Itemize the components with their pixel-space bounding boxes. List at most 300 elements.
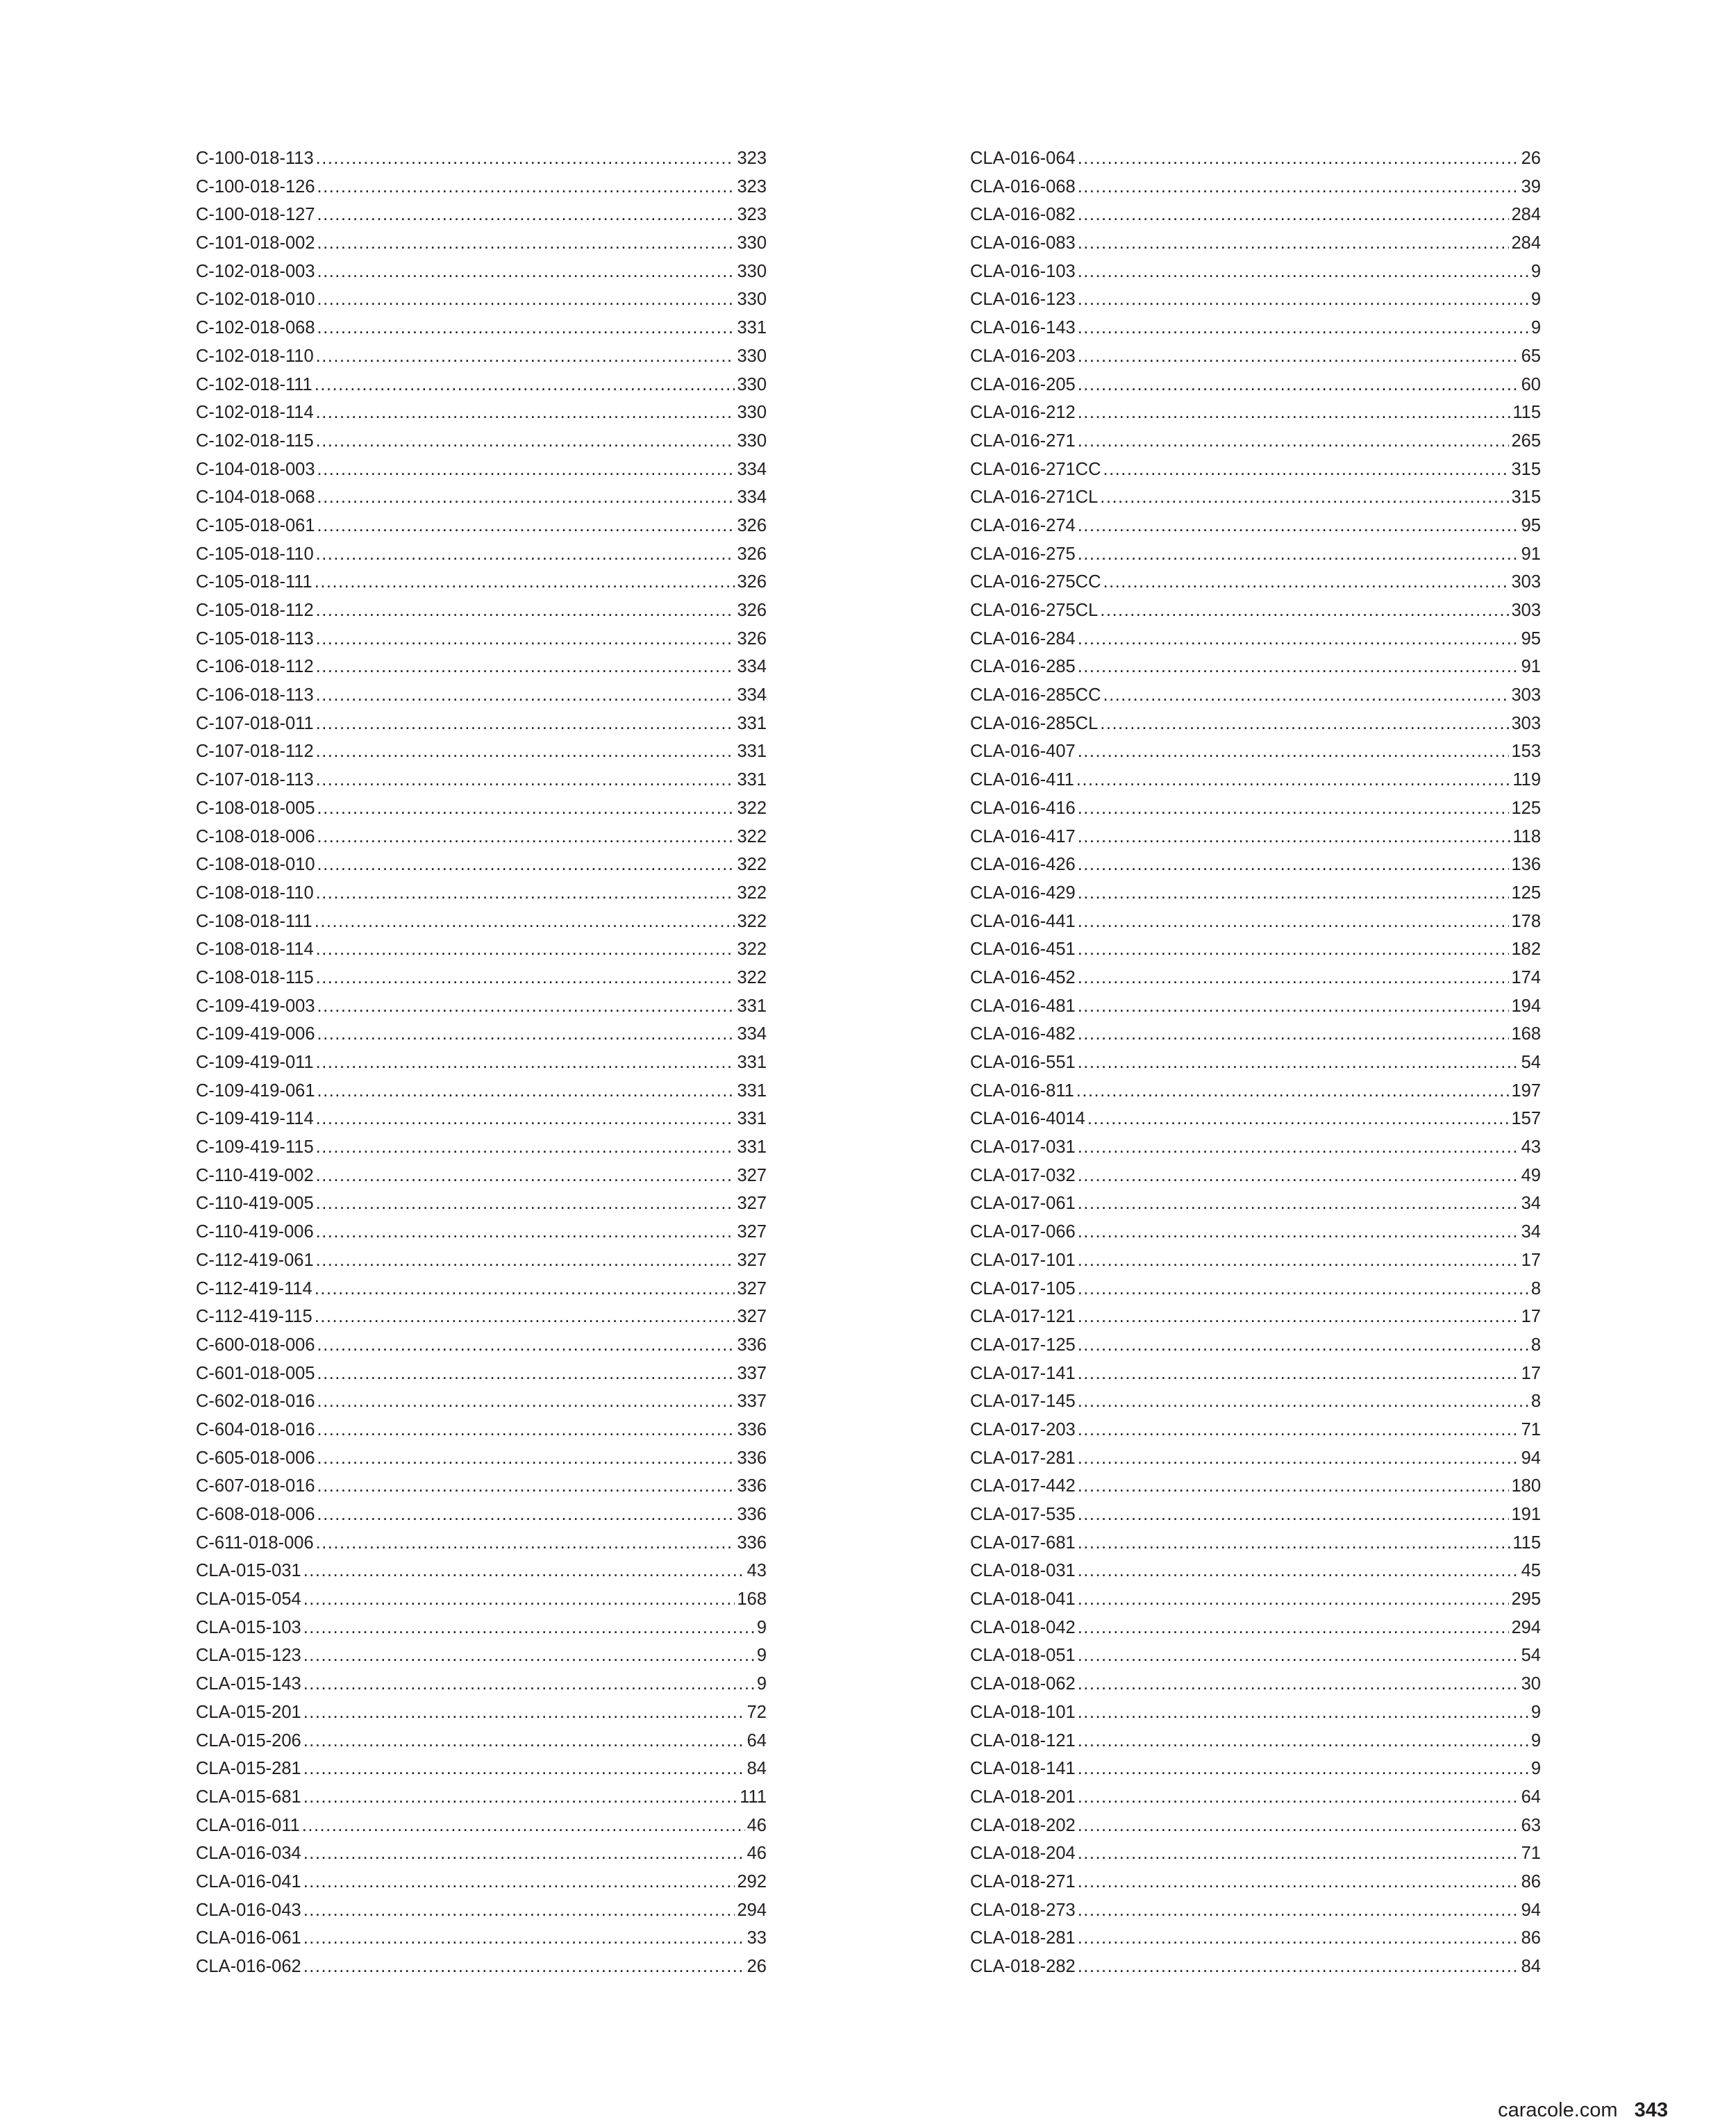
index-entry xyxy=(196,371,767,399)
index-entry xyxy=(970,737,1541,766)
index-entry-code: CLA-016-451 xyxy=(970,939,1076,960)
index-entry-code: CLA-018-271 xyxy=(970,1871,1076,1891)
dot-leader xyxy=(315,908,735,936)
index-entry xyxy=(196,1387,767,1416)
index-entry-page: 72 xyxy=(746,1702,767,1722)
dot-leader xyxy=(317,1331,735,1360)
index-entry-page: 303 xyxy=(1511,601,1541,620)
index-entry xyxy=(196,1755,767,1783)
index-entry-code: CLA-016-275CL xyxy=(970,601,1099,620)
index-entry-page: 327 xyxy=(737,1194,767,1214)
index-entry-code: CLA-016-212 xyxy=(970,403,1076,423)
index-entry-code: CLA-017-105 xyxy=(970,1278,1076,1298)
index-entry-code: C-108-018-115 xyxy=(196,967,314,987)
index-entry xyxy=(196,710,767,738)
index-entry-code: CLA-016-205 xyxy=(970,374,1076,394)
dot-leader xyxy=(1078,1189,1519,1218)
index-entry-page: 8 xyxy=(1530,1335,1541,1355)
index-entry xyxy=(196,540,767,569)
dot-leader xyxy=(303,1614,755,1642)
dot-leader xyxy=(1078,1162,1519,1190)
index-entry-code: CLA-018-062 xyxy=(970,1674,1076,1694)
index-entry xyxy=(970,794,1541,823)
index-entry xyxy=(196,1614,767,1642)
index-entry-code: CLA-018-141 xyxy=(970,1759,1076,1779)
dot-leader xyxy=(317,512,735,540)
index-entry-code: C-110-419-002 xyxy=(196,1165,314,1185)
index-entry-code: C-105-018-111 xyxy=(196,572,312,592)
index-entry xyxy=(970,371,1541,399)
dot-leader xyxy=(315,371,735,399)
index-entry-code: CLA-017-125 xyxy=(970,1335,1076,1355)
index-entry xyxy=(196,342,767,371)
index-entry-code: CLA-016-426 xyxy=(970,855,1076,875)
index-entry-code: CLA-015-681 xyxy=(196,1787,301,1807)
index-entry xyxy=(970,1529,1541,1557)
index-entry-page: 65 xyxy=(1521,346,1541,366)
index-entry-page: 337 xyxy=(737,1392,767,1412)
index-entry-code: CLA-016-271 xyxy=(970,431,1076,451)
index-entry-page: 118 xyxy=(1512,826,1541,846)
index-entry-page: 64 xyxy=(746,1730,767,1751)
dot-leader xyxy=(1078,229,1510,258)
index-entry-page: 182 xyxy=(1511,939,1541,960)
index-entry-code: CLA-018-042 xyxy=(970,1617,1076,1637)
index-entry-page: 327 xyxy=(737,1307,767,1327)
index-entry-code: CLA-016-441 xyxy=(970,911,1076,931)
index-entry xyxy=(970,1557,1541,1585)
dot-leader xyxy=(303,1953,745,1981)
index-entry-page: 43 xyxy=(746,1561,767,1581)
index-entry xyxy=(970,879,1541,908)
index-entry-code: CLA-016-284 xyxy=(970,628,1076,649)
index-entry xyxy=(970,653,1541,681)
index-entry xyxy=(196,1727,767,1755)
index-entry xyxy=(970,1105,1541,1133)
index-entry xyxy=(196,1218,767,1246)
dot-leader xyxy=(317,1020,735,1049)
index-entry-page: 330 xyxy=(737,374,767,394)
index-column-right xyxy=(970,144,1541,1981)
index-entry-code: CLA-016-416 xyxy=(970,798,1076,818)
index-entry-code: CLA-016-275CC xyxy=(970,572,1101,592)
index-entry xyxy=(970,568,1541,596)
dot-leader xyxy=(316,1218,735,1246)
index-entry-page: 84 xyxy=(1521,1957,1541,1976)
dot-leader xyxy=(316,596,735,625)
dot-leader xyxy=(1078,1275,1529,1303)
index-entry-code: CLA-017-101 xyxy=(970,1250,1076,1270)
index-entry-page: 49 xyxy=(1521,1165,1541,1185)
index-entry-code: CLA-016-275 xyxy=(970,544,1076,564)
index-entry-page: 303 xyxy=(1511,713,1541,733)
index-entry-page: 315 xyxy=(1511,459,1541,479)
index-entry xyxy=(196,1783,767,1812)
index-entry-code: C-102-018-115 xyxy=(196,431,314,451)
index-entry-code: CLA-018-121 xyxy=(970,1730,1076,1751)
dot-leader xyxy=(317,1077,735,1105)
index-entry-page: 330 xyxy=(737,290,767,310)
index-entry-page: 331 xyxy=(737,996,767,1016)
index-entry-page: 95 xyxy=(1521,628,1541,649)
dot-leader xyxy=(1078,540,1519,569)
index-entry-page: 295 xyxy=(1511,1589,1541,1610)
index-entry xyxy=(970,1501,1541,1529)
index-entry-code: CLA-016-452 xyxy=(970,967,1076,987)
index-entry-code: CLA-017-442 xyxy=(970,1476,1076,1496)
index-entry xyxy=(196,1953,767,1981)
index-entry xyxy=(970,851,1541,879)
index-entry xyxy=(970,1812,1541,1840)
index-entry-code: CLA-018-041 xyxy=(970,1589,1076,1610)
index-entry-code: CLA-015-201 xyxy=(196,1702,301,1722)
index-entry-code: CLA-015-123 xyxy=(196,1646,301,1666)
dot-leader xyxy=(1078,512,1519,540)
dot-leader xyxy=(315,1303,735,1331)
index-entry xyxy=(196,1529,767,1557)
index-entry xyxy=(970,1077,1541,1105)
index-entry xyxy=(196,1275,767,1303)
dot-leader xyxy=(1078,879,1510,908)
index-entry-code: CLA-015-054 xyxy=(196,1589,301,1610)
dot-leader xyxy=(1078,1331,1529,1360)
index-entry-code: CLA-016-034 xyxy=(196,1844,301,1864)
dot-leader xyxy=(317,229,735,258)
index-entry-page: 9 xyxy=(756,1617,767,1637)
index-entry-page: 330 xyxy=(737,233,767,253)
index-entry-code: C-108-018-005 xyxy=(196,798,315,818)
dot-leader xyxy=(303,1585,735,1614)
dot-leader xyxy=(317,285,735,314)
dot-leader xyxy=(1078,427,1510,456)
index-entry-code: CLA-017-121 xyxy=(970,1307,1076,1327)
index-entry xyxy=(970,935,1541,964)
index-entry-code: C-100-018-126 xyxy=(196,176,315,197)
index-entry-page: 265 xyxy=(1511,431,1541,451)
index-entry-code: C-109-419-115 xyxy=(196,1137,314,1158)
dot-leader xyxy=(1103,568,1510,596)
index-entry-code: CLA-016-103 xyxy=(970,261,1076,281)
dot-leader xyxy=(317,1501,735,1529)
index-entry xyxy=(970,258,1541,286)
index-entry-code: C-105-018-113 xyxy=(196,628,314,649)
dot-leader xyxy=(316,653,735,681)
index-entry xyxy=(196,1360,767,1388)
index-entry-code: CLA-016-271CC xyxy=(970,459,1101,479)
dot-leader xyxy=(316,1162,735,1190)
index-entry-page: 191 xyxy=(1511,1505,1541,1524)
index-entry-page: 303 xyxy=(1511,685,1541,705)
dot-leader xyxy=(317,1444,735,1473)
index-entry-page: 197 xyxy=(1511,1080,1541,1101)
index-entry-code: CLA-016-043 xyxy=(196,1900,301,1920)
dot-leader xyxy=(1078,1868,1519,1896)
dot-leader xyxy=(303,1557,745,1585)
index-entry-page: 125 xyxy=(1511,798,1541,818)
index-entry-code: CLA-018-201 xyxy=(970,1787,1076,1807)
index-entry-page: 331 xyxy=(737,1137,767,1158)
dot-leader xyxy=(316,710,735,738)
index-entry-code: C-102-018-111 xyxy=(196,374,312,394)
dot-leader xyxy=(317,1416,735,1444)
dot-leader xyxy=(1078,1812,1519,1840)
index-entry-code: CLA-017-145 xyxy=(970,1392,1076,1412)
index-entry xyxy=(970,201,1541,229)
index-entry-page: 91 xyxy=(1521,657,1541,677)
index-entry-code: C-101-018-002 xyxy=(196,233,315,253)
index-entry-page: 336 xyxy=(737,1448,767,1468)
index-entry-code: C-112-419-114 xyxy=(196,1278,312,1298)
index-entry xyxy=(970,908,1541,936)
index-entry xyxy=(970,456,1541,484)
index-entry xyxy=(970,992,1541,1021)
index-entry-page: 94 xyxy=(1521,1900,1541,1920)
index-entry-page: 180 xyxy=(1511,1476,1541,1496)
dot-leader xyxy=(1078,992,1510,1021)
dot-leader xyxy=(1078,851,1510,879)
index-entry xyxy=(196,229,767,258)
index-entry-code: C-607-018-016 xyxy=(196,1476,315,1496)
index-entry-page: 331 xyxy=(737,770,767,790)
dot-leader xyxy=(1078,342,1519,371)
index-entry xyxy=(970,1416,1541,1444)
dot-leader xyxy=(1103,681,1510,710)
dot-leader xyxy=(317,258,735,286)
index-entry xyxy=(196,1049,767,1077)
index-entry-code: CLA-015-103 xyxy=(196,1617,301,1637)
index-entry-page: 45 xyxy=(1521,1561,1541,1581)
dot-leader xyxy=(1078,1218,1519,1246)
index-entry-page: 322 xyxy=(737,967,767,987)
index-entry-code: C-110-419-006 xyxy=(196,1222,314,1242)
index-entry-code: C-102-018-114 xyxy=(196,403,314,423)
dot-leader xyxy=(316,427,735,456)
dot-leader xyxy=(316,1246,735,1275)
index-entry-code: C-108-018-114 xyxy=(196,939,314,960)
index-entry xyxy=(970,1472,1541,1501)
dot-leader xyxy=(315,1275,735,1303)
index-entry xyxy=(970,1868,1541,1896)
index-entry xyxy=(970,512,1541,540)
index-entry xyxy=(970,681,1541,710)
index-entry-page: 331 xyxy=(737,1109,767,1129)
index-entry xyxy=(970,1218,1541,1246)
index-entry xyxy=(970,1727,1541,1755)
index-entry-page: 9 xyxy=(1530,1730,1541,1751)
index-entry-page: 119 xyxy=(1512,770,1541,790)
dot-leader xyxy=(1078,908,1510,936)
index-entry-page: 326 xyxy=(737,515,767,535)
index-entry-code: CLA-016-041 xyxy=(196,1871,301,1891)
index-entry-page: 43 xyxy=(1521,1137,1541,1158)
index-entry xyxy=(970,1924,1541,1953)
index-entry-code: CLA-016-203 xyxy=(970,346,1076,366)
dot-leader xyxy=(1078,737,1510,766)
index-entry-code: CLA-017-281 xyxy=(970,1448,1076,1468)
dot-leader xyxy=(317,823,735,851)
index-entry xyxy=(970,427,1541,456)
dot-leader xyxy=(1078,1614,1510,1642)
dot-leader xyxy=(1078,144,1519,173)
dot-leader xyxy=(1100,596,1509,625)
index-entry xyxy=(196,1077,767,1105)
index-entry-page: 330 xyxy=(737,346,767,366)
dot-leader xyxy=(317,851,735,879)
index-entry-page: 9 xyxy=(756,1674,767,1694)
index-entry xyxy=(196,314,767,342)
dot-leader xyxy=(1078,1049,1519,1077)
index-entry-code: C-601-018-005 xyxy=(196,1363,315,1383)
index-entry-code: C-112-419-115 xyxy=(196,1307,312,1327)
dot-leader xyxy=(1100,483,1509,512)
dot-leader xyxy=(316,879,735,908)
index-entry-page: 8 xyxy=(1530,1278,1541,1298)
index-entry xyxy=(970,1189,1541,1218)
index-entry-page: 60 xyxy=(1521,374,1541,394)
index-entry xyxy=(196,285,767,314)
index-entry xyxy=(196,1246,767,1275)
dot-leader xyxy=(317,173,735,201)
dot-leader xyxy=(317,992,735,1021)
index-entry-code: CLA-016-064 xyxy=(970,149,1076,168)
index-entry xyxy=(970,285,1541,314)
index-entry-page: 322 xyxy=(737,939,767,960)
dot-leader xyxy=(316,1529,735,1557)
index-entry-page: 326 xyxy=(737,628,767,649)
dot-leader xyxy=(316,1189,735,1218)
index-entry-page: 168 xyxy=(1511,1024,1541,1044)
index-entry-page: 323 xyxy=(737,205,767,225)
dot-leader xyxy=(303,1698,745,1727)
index-entry-page: 9 xyxy=(1530,318,1541,338)
index-entry xyxy=(970,1360,1541,1388)
dot-leader xyxy=(303,1641,755,1670)
dot-leader xyxy=(303,1670,755,1698)
index-entry xyxy=(196,258,767,286)
index-entry xyxy=(970,596,1541,625)
index-entry-code: CLA-018-031 xyxy=(970,1561,1076,1581)
dot-leader xyxy=(1078,258,1529,286)
index-entry xyxy=(196,1868,767,1896)
dot-leader xyxy=(317,1472,735,1501)
index-entry-code: CLA-016-411 xyxy=(970,770,1074,790)
dot-leader xyxy=(1078,1360,1519,1388)
index-entry-page: 330 xyxy=(737,403,767,423)
index-entry-page: 334 xyxy=(737,657,767,677)
index-entry-page: 303 xyxy=(1511,572,1541,592)
dot-leader xyxy=(1078,935,1510,964)
index-entry xyxy=(970,1246,1541,1275)
index-entry-page: 33 xyxy=(746,1928,767,1948)
index-entry-code: C-600-018-006 xyxy=(196,1335,315,1355)
dot-leader xyxy=(1078,794,1510,823)
index-entry xyxy=(970,1133,1541,1162)
index-entry xyxy=(970,766,1541,794)
dot-leader xyxy=(316,737,735,766)
index-entry-page: 315 xyxy=(1511,487,1541,508)
dot-leader xyxy=(316,399,735,427)
index-entry xyxy=(196,794,767,823)
dot-leader xyxy=(316,1133,735,1162)
index-entry-code: C-109-419-011 xyxy=(196,1053,314,1072)
index-entry-page: 54 xyxy=(1521,1053,1541,1072)
index-entry xyxy=(196,1472,767,1501)
index-entry-page: 136 xyxy=(1511,855,1541,875)
index-entry xyxy=(970,1303,1541,1331)
index-entry-code: C-108-018-110 xyxy=(196,883,314,903)
dot-leader xyxy=(1078,1444,1519,1473)
index-entry-page: 331 xyxy=(737,1053,767,1072)
index-entry xyxy=(196,568,767,596)
index-entry-code: C-108-018-010 xyxy=(196,855,315,875)
index-entry-page: 86 xyxy=(1521,1928,1541,1948)
index-entry xyxy=(970,1585,1541,1614)
dot-leader xyxy=(1078,1246,1519,1275)
index-entry-code: CLA-017-032 xyxy=(970,1165,1076,1185)
index-entry xyxy=(196,483,767,512)
index-entry-page: 54 xyxy=(1521,1646,1541,1666)
dot-leader xyxy=(317,201,735,229)
index-entry xyxy=(970,964,1541,992)
index-entry xyxy=(970,1614,1541,1642)
index-entry xyxy=(196,201,767,229)
index-entry-code: C-109-419-006 xyxy=(196,1024,315,1044)
index-entry xyxy=(196,1812,767,1840)
index-entry-code: CLA-016-082 xyxy=(970,205,1076,225)
dot-leader xyxy=(1078,653,1519,681)
index-entry-page: 26 xyxy=(1521,149,1541,168)
index-entry xyxy=(196,625,767,653)
dot-leader xyxy=(303,1755,745,1783)
index-entry xyxy=(196,964,767,992)
dot-leader xyxy=(1078,399,1511,427)
dot-leader xyxy=(316,540,735,569)
index-entry-page: 337 xyxy=(737,1363,767,1383)
index-entry-page: 336 xyxy=(737,1335,767,1355)
dot-leader xyxy=(1078,1698,1529,1727)
index-entry-code: CLA-016-285 xyxy=(970,657,1076,677)
index-entry xyxy=(196,173,767,201)
index-entry-page: 336 xyxy=(737,1476,767,1496)
dot-leader xyxy=(317,1360,735,1388)
index-entry-page: 336 xyxy=(737,1419,767,1439)
index-entry-page: 111 xyxy=(740,1787,767,1807)
index-entry-page: 34 xyxy=(1521,1194,1541,1214)
index-entry xyxy=(196,737,767,766)
index-entry-code: CLA-017-031 xyxy=(970,1137,1076,1158)
index-entry xyxy=(196,144,767,173)
dot-leader xyxy=(317,1387,735,1416)
index-entry-code: CLA-015-206 xyxy=(196,1730,301,1751)
index-entry-page: 115 xyxy=(1512,1532,1541,1553)
index-entry-code: C-107-018-113 xyxy=(196,770,314,790)
index-entry-code: CLA-018-051 xyxy=(970,1646,1076,1666)
index-entry-page: 323 xyxy=(737,149,767,168)
dot-leader xyxy=(317,483,735,512)
index-entry xyxy=(196,1924,767,1953)
dot-leader xyxy=(1078,1727,1529,1755)
index-entry xyxy=(196,1444,767,1473)
dot-leader xyxy=(1078,371,1519,399)
dot-leader xyxy=(1078,1020,1510,1049)
index-entry-code: CLA-018-282 xyxy=(970,1957,1076,1976)
index-entry-page: 30 xyxy=(1521,1674,1541,1694)
index-entry-code: CLA-018-273 xyxy=(970,1900,1076,1920)
index-entry-code: C-604-018-016 xyxy=(196,1419,315,1439)
index-entry xyxy=(970,1162,1541,1190)
index-entry xyxy=(970,1953,1541,1981)
index-entry xyxy=(970,1896,1541,1925)
